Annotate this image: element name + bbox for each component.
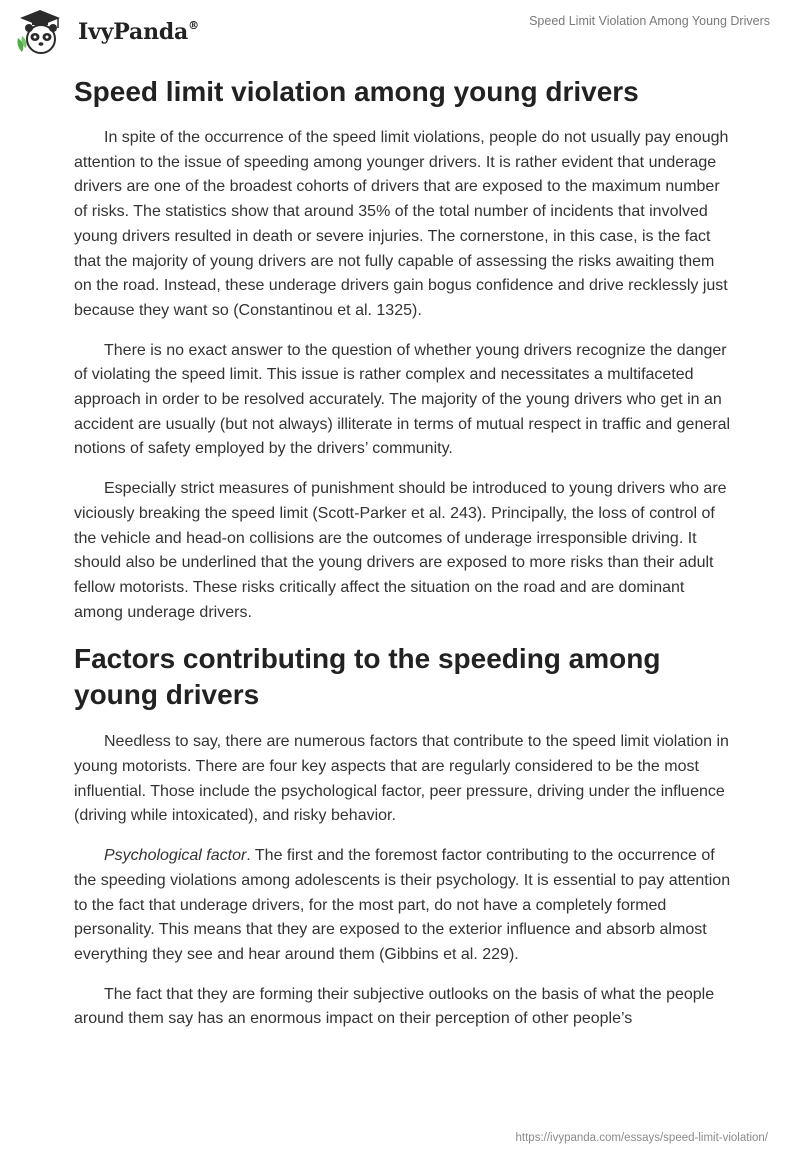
article-body (74, 70, 734, 1047)
registered-mark: ® (188, 18, 199, 32)
logo-text (78, 19, 199, 45)
paragraph-5-text: . The first and the foremost factor contributing to the occurrence of the speeding violations among adolescents is their psychology. It is essential to pay attention to the fact that underage drivers, for the most part, do not have a completely formed personality. This means that they are exposed to the exterior influence and absorb almost everything they see and hear around them (Gibbins et al. 229). (74, 847, 731, 963)
section-heading-speed-limit: Speed limit violation among young drivers (74, 76, 639, 107)
psychological-factor-term: Psychological factor (104, 847, 247, 865)
paragraph-2: There is no exact answer to the question of whether young drivers recognize the danger of violating the speed limit. This issue is rather complex and necessitates a multifaceted approach in order to be resolved accurately. The majority of the young drivers who get in an accident are usually (but not always) illiterate in terms of mutual respect in traffic and general notions of safety employed by the drivers’ community. (74, 341, 731, 458)
section-heading-factors: Factors contributing to the speeding among young drivers (74, 643, 661, 711)
paragraph-1: In spite of the occurrence of the speed limit violations, people do not usually pay enough attention to the issue of speeding among younger drivers. It is rather evident that underage drivers are one of the broadest cohorts of drivers that are exposed to the maximum number of risks. The statistics show that around 35% of the total number of incidents that involved young drivers resulted in death or severe injuries. The cornerstone, in this case, is the fact that the majority of young drivers are not fully capable of assessing the risks awaiting them on the road. Instead, these underage drivers gain bogus confidence and drive recklessly just because they want so (Constantinou et al. 1325). (74, 129, 729, 319)
source-url-link[interactable]: https://ivypanda.com/essays/speed-limit-violation/ (515, 1132, 768, 1144)
panda-graduate-icon (14, 8, 72, 56)
paragraph-4: Needless to say, there are numerous factors that contribute to the speed limit violation in young motorists. There are four key aspects that are regularly considered to be the most influential. Those include the psychological factor, peer pressure, driving under the influence (driving while intoxicated), and risky behavior. (74, 733, 729, 825)
document-title: Speed Limit Violation Among Young Drivers (529, 14, 770, 28)
paragraph-6: The fact that they are forming their subjective outlooks on the basis of what the people around them say has an enormous impact on their perception of other people’s (74, 985, 715, 1028)
ivypanda-logo[interactable] (14, 8, 199, 56)
paragraph-5 (74, 844, 734, 968)
logo-name: IvyPanda (78, 19, 189, 45)
page-header (0, 0, 800, 60)
paragraph-3: Especially strict measures of punishment should be introduced to young drivers who are viciously breaking the speed limit (Scott-Parker et al. 243). Principally, the loss of control of the vehicle and head-on collisions are the outcomes of underage irresponsible driving. It should also be underlined that the young drivers are exposed to more risks than their adult fellow motorists. These risks critically affect the situation on the road and are dominant among underage drivers. (74, 480, 727, 621)
